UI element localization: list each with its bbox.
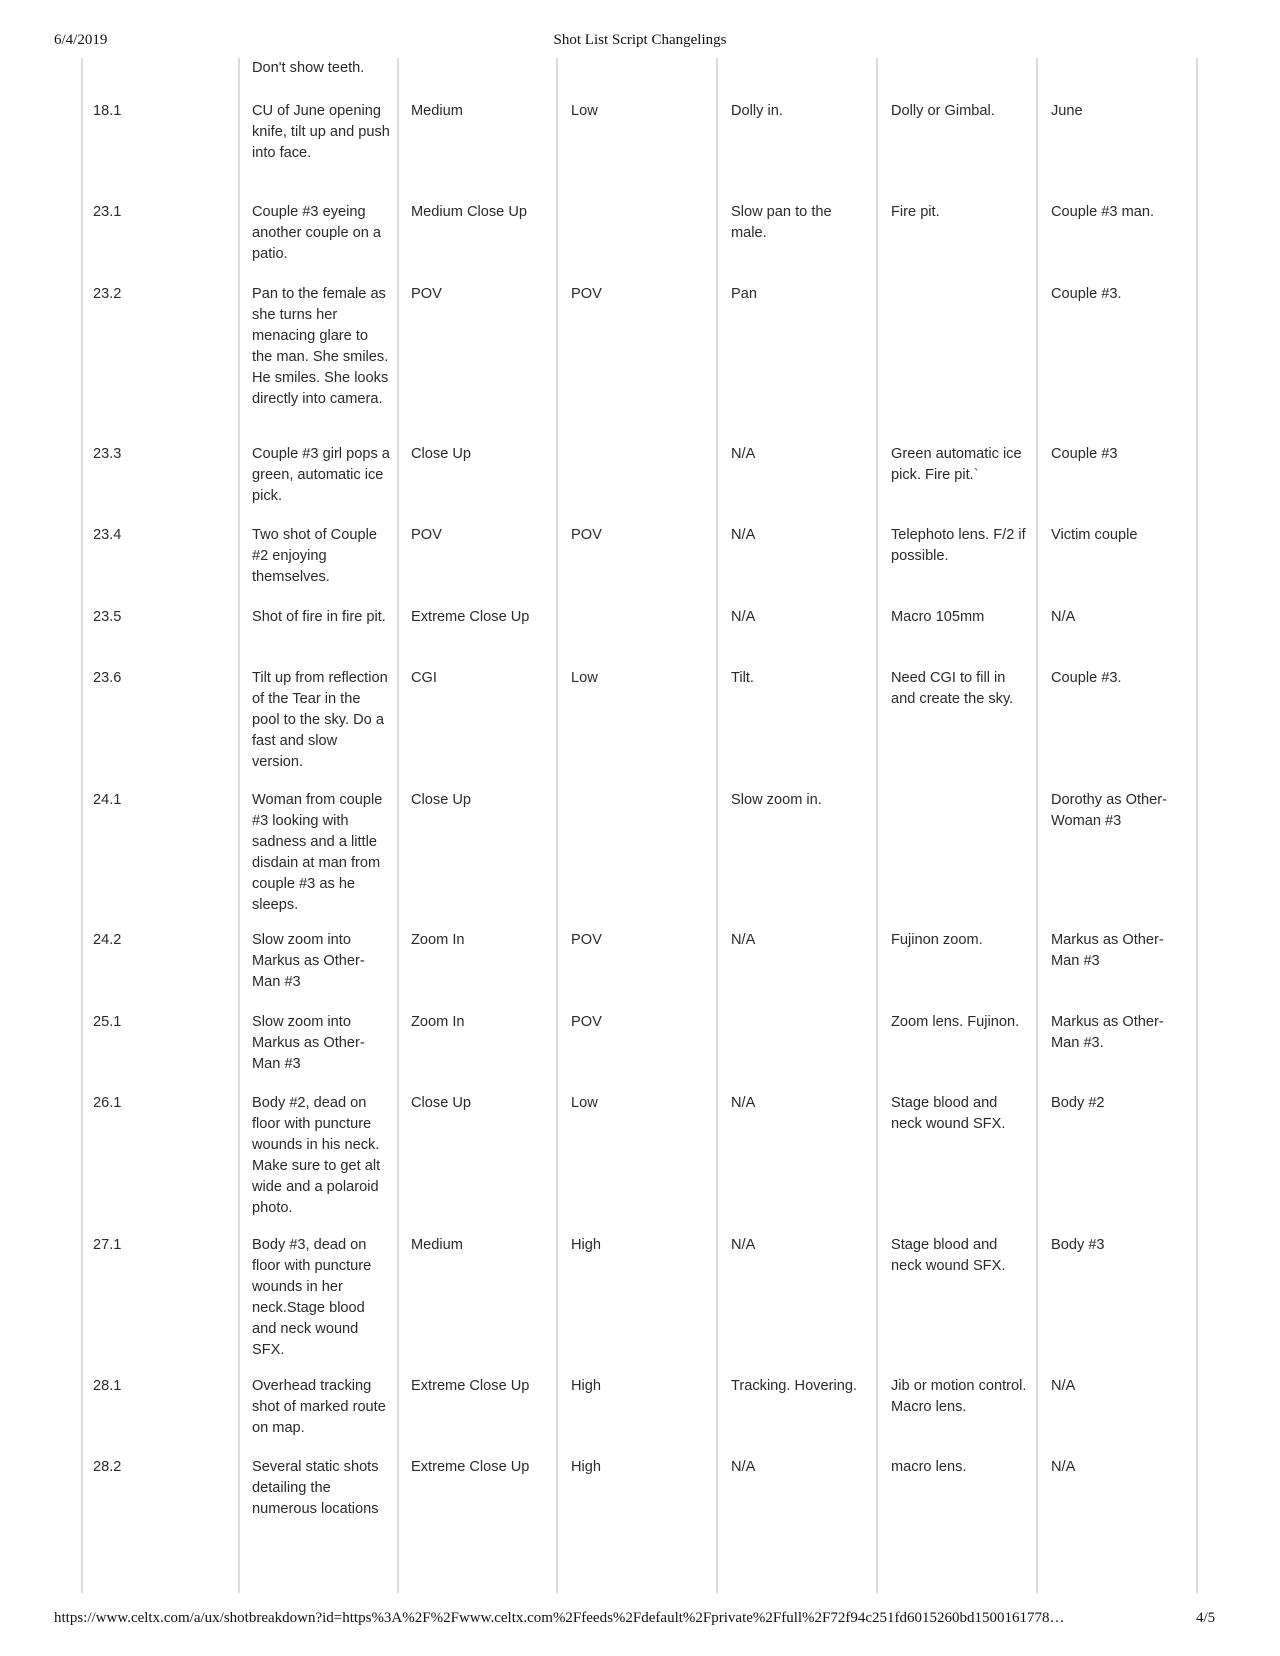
shot-number-cell: 28.2 — [93, 1459, 122, 1475]
camera-movement-cell: Dolly in. — [731, 103, 783, 119]
print-date: 6/4/2019 — [54, 32, 108, 48]
camera-angle-cell: Low — [571, 670, 598, 686]
column-divider — [1196, 58, 1198, 1593]
camera-angle-cell: High — [571, 1459, 602, 1475]
shot-number-cell: 27.1 — [93, 1237, 122, 1253]
camera-angle-cell: POV — [571, 527, 602, 543]
camera-movement-cell: N/A — [731, 1459, 756, 1475]
shot-size-cell: Close Up — [411, 1095, 472, 1111]
description-cell: Couple #3 eyeing another couple on a patio. — [252, 204, 382, 262]
description-cell: Pan to the female as she turns her menacing glare to the man. She smiles. He smiles. She looks directly into camera. — [252, 286, 389, 407]
shot-size-cell: Medium Close Up — [411, 204, 527, 220]
equipment-cell: Stage blood and neck wound SFX. — [891, 1237, 1006, 1274]
camera-angle-cell: POV — [571, 932, 602, 948]
shot-size-cell: Extreme Close Up — [411, 1459, 530, 1475]
shot-size-cell: Zoom In — [411, 932, 465, 948]
cast-cell: N/A — [1051, 609, 1076, 625]
cast-cell: Couple #3 man. — [1051, 204, 1155, 220]
column-divider — [238, 58, 240, 1593]
description-cell: Couple #3 girl pops a green, automatic ice pick. — [252, 446, 390, 504]
camera-movement-cell: Pan — [731, 286, 757, 302]
cast-cell: Body #3 — [1051, 1237, 1105, 1253]
camera-angle-cell: Low — [571, 1095, 598, 1111]
camera-angle-cell: Low — [571, 103, 598, 119]
shot-number-cell: 23.5 — [93, 609, 122, 625]
shot-size-cell: Close Up — [411, 446, 472, 462]
shot-number-cell: 23.2 — [93, 286, 122, 302]
shot-size-cell: Close Up — [411, 792, 472, 808]
description-cell: Slow zoom into Markus as Other-Man #3 — [252, 1014, 365, 1072]
equipment-cell: Green automatic ice pick. Fire pit.` — [891, 446, 1022, 483]
cast-cell: Dorothy as Other-Woman #3 — [1051, 792, 1167, 829]
column-divider — [556, 58, 558, 1593]
equipment-cell: Zoom lens. Fujinon. — [891, 1014, 1020, 1030]
document-title: Shot List Script Changelings — [553, 32, 727, 48]
equipment-cell: Fire pit. — [891, 204, 940, 220]
page-number: 4/5 — [1196, 1610, 1216, 1626]
shot-size-cell: Extreme Close Up — [411, 609, 530, 625]
equipment-cell: Need CGI to fill in and create the sky. — [891, 670, 1014, 707]
camera-movement-cell: N/A — [731, 1237, 756, 1253]
equipment-cell: Jib or motion control. Macro lens. — [891, 1378, 1027, 1415]
camera-angle-cell: High — [571, 1237, 602, 1253]
description-cell: Shot of fire in fire pit. — [252, 609, 386, 625]
camera-movement-cell: N/A — [731, 446, 756, 462]
cast-cell: N/A — [1051, 1459, 1076, 1475]
camera-movement-cell: Tilt. — [731, 670, 754, 686]
camera-angle-cell: POV — [571, 286, 602, 302]
cast-cell: N/A — [1051, 1378, 1076, 1394]
camera-movement-cell: Tracking. Hovering. — [731, 1378, 857, 1394]
page-footer — [0, 1610, 1280, 1630]
cast-cell: June — [1051, 103, 1083, 119]
description-cell: CU of June opening knife, tilt up and push into face. — [252, 103, 390, 161]
cast-cell: Markus as Other-Man #3. — [1051, 1014, 1164, 1051]
column-divider — [876, 58, 878, 1593]
description-cell: Don't show teeth. — [252, 60, 365, 76]
shot-size-cell: Extreme Close Up — [411, 1378, 530, 1394]
column-divider — [397, 58, 399, 1593]
shot-size-cell: Medium — [411, 103, 463, 119]
description-cell: Slow zoom into Markus as Other-Man #3 — [252, 932, 365, 990]
camera-movement-cell: N/A — [731, 1095, 756, 1111]
cast-cell: Body #2 — [1051, 1095, 1105, 1111]
shot-number-cell: 25.1 — [93, 1014, 122, 1030]
cast-cell: Markus as Other-Man #3 — [1051, 932, 1164, 969]
equipment-cell: macro lens. — [891, 1459, 967, 1475]
camera-angle-cell: High — [571, 1378, 602, 1394]
shot-list-table — [81, 58, 1198, 1593]
shot-size-cell: CGI — [411, 670, 437, 686]
camera-movement-cell: Slow zoom in. — [731, 792, 822, 808]
description-cell: Overhead tracking shot of marked route on map. — [252, 1378, 386, 1436]
shot-number-cell: 18.1 — [93, 103, 122, 119]
equipment-cell: Fujinon zoom. — [891, 932, 983, 948]
camera-movement-cell: N/A — [731, 932, 756, 948]
equipment-cell: Telephoto lens. F/2 if possible. — [891, 527, 1026, 564]
page-header — [0, 32, 1280, 52]
description-cell: Body #2, dead on floor with puncture wounds in his neck. Make sure to get alt wide and a polaroid photo. — [252, 1095, 381, 1216]
description-cell: Woman from couple #3 looking with sadness and a little disdain at man from couple #3 as he sleeps. — [252, 792, 383, 913]
description-cell: Body #3, dead on floor with puncture wounds in her neck.Stage blood and neck wound SFX. — [252, 1237, 372, 1358]
cast-cell: Couple #3. — [1051, 670, 1122, 686]
shot-number-cell: 23.1 — [93, 204, 122, 220]
cast-cell: Victim couple — [1051, 527, 1138, 543]
shot-number-cell: 24.2 — [93, 932, 122, 948]
shot-number-cell: 23.6 — [93, 670, 122, 686]
column-divider — [716, 58, 718, 1593]
camera-movement-cell: Slow pan to the male. — [731, 204, 832, 241]
description-cell: Several static shots detailing the numerous locations — [252, 1459, 379, 1517]
column-divider — [1036, 58, 1038, 1593]
shot-number-cell: 23.3 — [93, 446, 122, 462]
shot-number-cell: 23.4 — [93, 527, 122, 543]
equipment-cell: Dolly or Gimbal. — [891, 103, 995, 119]
equipment-cell: Stage blood and neck wound SFX. — [891, 1095, 1006, 1132]
shot-number-cell: 28.1 — [93, 1378, 122, 1394]
shot-number-cell: 24.1 — [93, 792, 122, 808]
source-url: https://www.celtx.com/a/ux/shotbreakdown?id=https%3A%2F%2Fwww.celtx.com%2Ffeeds%2Fdefault%2Fprivate%2Ffull%2F72f94c251fd6015260bd1500161778… — [54, 1610, 1065, 1626]
camera-movement-cell: N/A — [731, 609, 756, 625]
equipment-cell: Macro 105mm — [891, 609, 985, 625]
column-divider — [81, 58, 83, 1593]
shot-number-cell: 26.1 — [93, 1095, 122, 1111]
shot-size-cell: Medium — [411, 1237, 463, 1253]
shot-size-cell: POV — [411, 286, 442, 302]
shot-size-cell: POV — [411, 527, 442, 543]
cast-cell: Couple #3 — [1051, 446, 1118, 462]
description-cell: Two shot of Couple #2 enjoying themselves. — [252, 527, 377, 585]
camera-angle-cell: POV — [571, 1014, 602, 1030]
shot-size-cell: Zoom In — [411, 1014, 465, 1030]
description-cell: Tilt up from reflection of the Tear in the pool to the sky. Do a fast and slow version. — [252, 670, 388, 770]
camera-movement-cell: N/A — [731, 527, 756, 543]
cast-cell: Couple #3. — [1051, 286, 1122, 302]
